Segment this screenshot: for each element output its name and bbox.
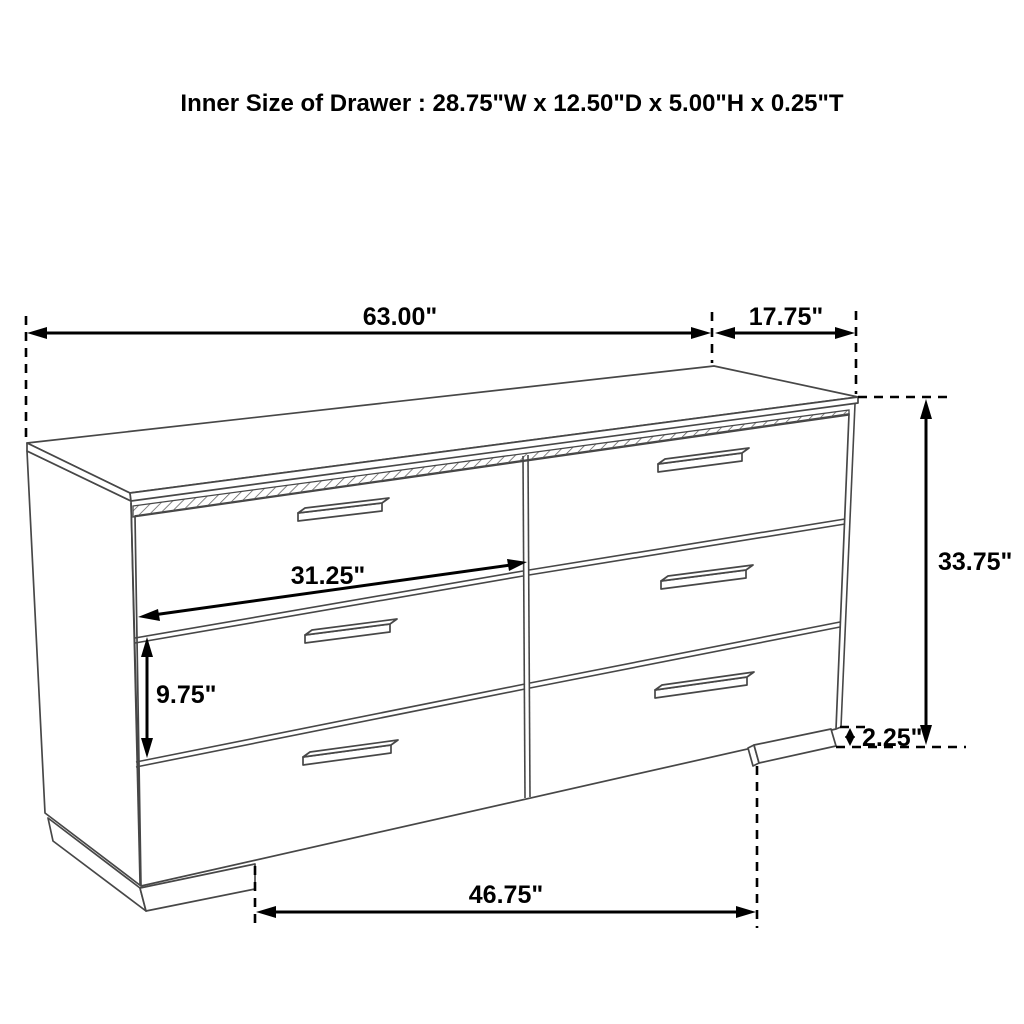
dimension-label-drawer-section-height: 9.75": [156, 681, 217, 709]
dresser-left-side-panel: [27, 451, 141, 886]
dimension-overall-height: [920, 399, 1012, 745]
dimension-label-top-depth: 17.75": [748, 303, 824, 331]
dimension-top-depth: [715, 303, 855, 339]
arrowhead-left: [27, 327, 47, 339]
arrowhead-right: [736, 906, 756, 918]
dimension-label-base-span: 46.75": [468, 881, 544, 909]
arrowhead-left: [256, 906, 276, 918]
arrowhead-right: [691, 327, 711, 339]
dimension-label-top-width: 63.00": [362, 303, 438, 331]
arrowhead-down: [845, 736, 855, 746]
dimension-label-overall-height: 33.75": [938, 548, 1013, 576]
arrowhead-right: [835, 327, 855, 339]
dresser-drawing: [27, 366, 858, 911]
arrowhead-top: [920, 399, 932, 419]
dimension-label-drawer-width: 31.25": [290, 562, 366, 590]
dimension-label-leg-height: 2.25": [862, 724, 923, 752]
page-title: Inner Size of Drawer : 28.75"W x 12.50"D x 5.00"H x 0.25"T: [180, 90, 844, 117]
dimension-base-span: [256, 881, 756, 918]
dimension-top-width: [27, 303, 711, 339]
arrowhead-left: [715, 327, 735, 339]
